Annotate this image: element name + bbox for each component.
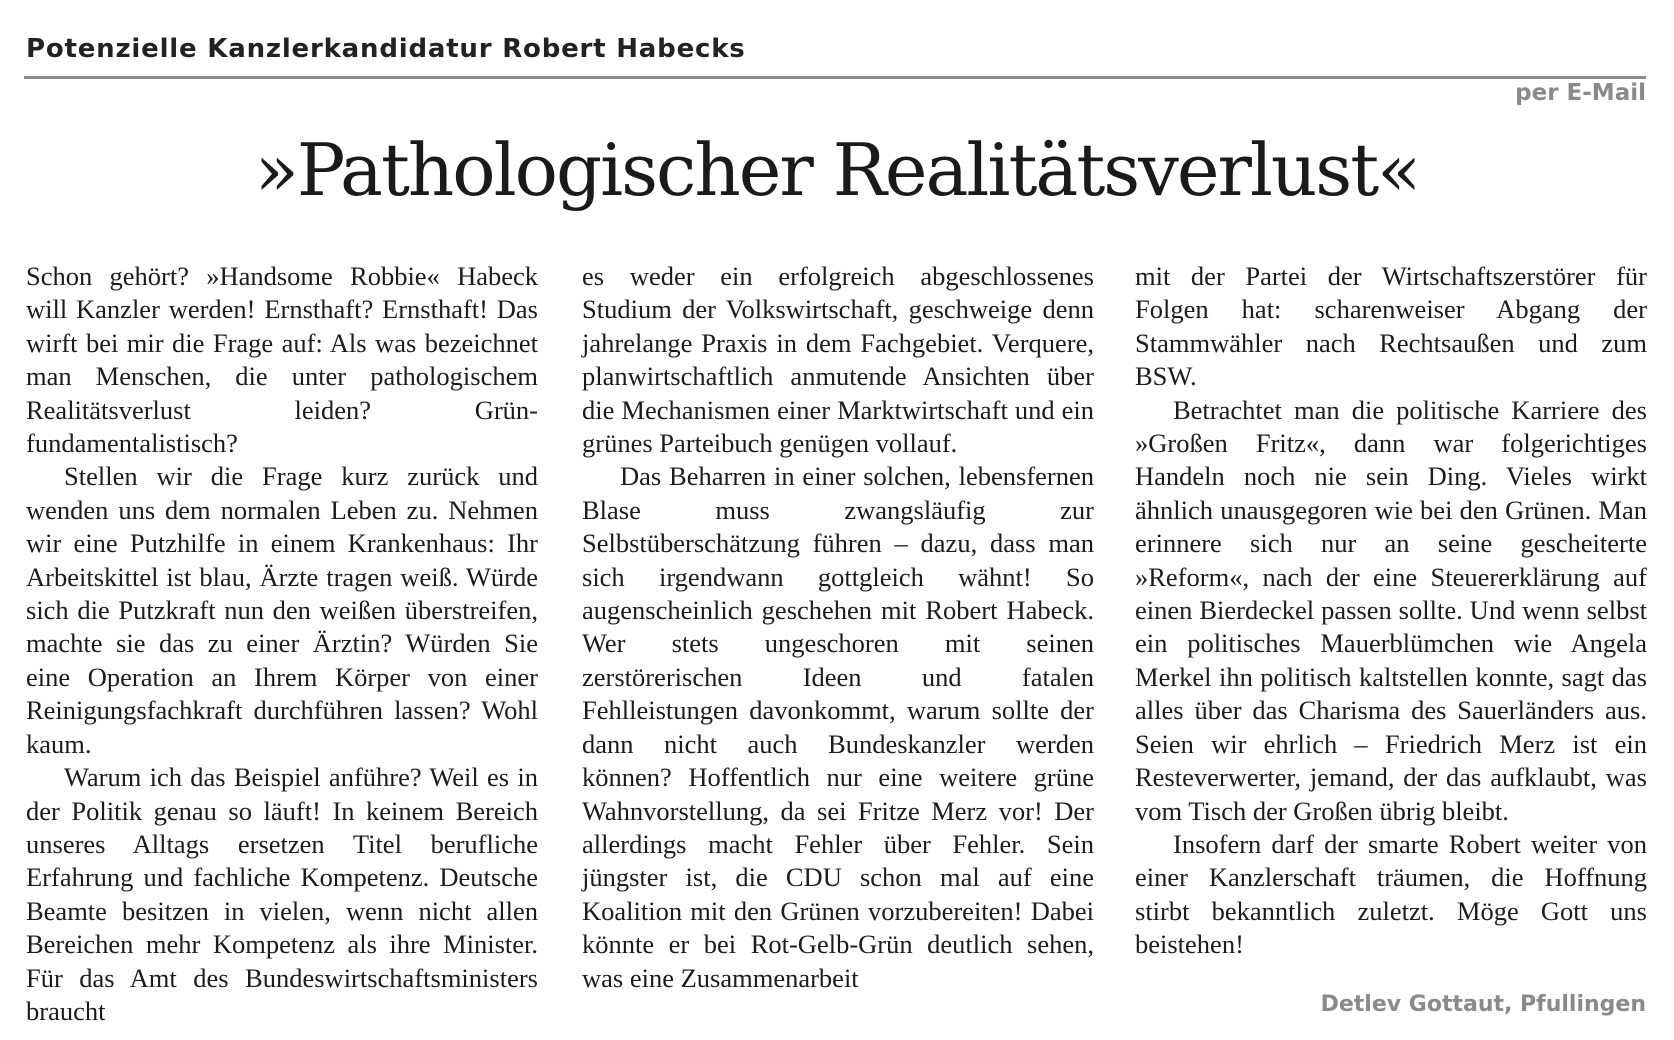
paragraph: Betrachtet man die politische Karriere des »Großen Fritz«, dann war folgerichtiges Handeln noch nie sein Ding. Vieles wirkt ähnlich unausgegoren wie bei den Grünen. Man erinnere sich nur an seine gescheiterte »Reform«, nach der eine Steuererklärung auf einen Bierdeckel passen sollte. Und wenn selbst ein politisches Mauerblümchen wie Angela Merkel ihn politisch kaltstellen konnte, sagt das alles über das Charisma des Sauerländers aus. Seien wir ehrlich – Friedrich Merz ist ein Resteverwerter, jemand, der das aufklaubt, was vom Tisch der Großen übrig bleibt. <box>1135 394 1647 826</box>
paragraph: Warum ich das Beispiel anführe? Weil es in der Politik genau so läuft! In keinem Bereich unseres Alltags ersetzen Titel berufliche Erfahrung und fachliche Kompetenz. Deutsche Beamte besitzen in vielen, wenn nicht allen Bereichen mehr Kompetenz als ihre Minister. Für das Amt des Bundeswirtschaftsministers braucht <box>26 762 538 1026</box>
rubric-rule <box>24 76 1646 79</box>
paragraph: es weder ein erfolgreich abgeschlossenes Studium der Volkswirtschaft, geschweige denn jahrelange Praxis in dem Fachgebiet. Verquere, planwirtschaftlich anmutende Ansichten über die Mechanismen einer Marktwirtschaft und ein grünes Parteibuch genügen vollauf. <box>582 261 1094 459</box>
submission-channel: per E-Mail <box>1515 80 1646 106</box>
text-column-3 <box>1135 260 1647 962</box>
text-column-1 <box>26 260 538 1028</box>
headline: »Pathologischer Realitätsverlust« <box>254 128 1420 212</box>
paragraph: Stellen wir die Frage kurz zurück und wenden uns dem normalen Leben zu. Nehmen wir eine Putzhilfe in einem Krankenhaus: Ihr Arbeitskittel ist blau, Ärzte tragen weiß. Würde sich die Putzkraft nun den weißen überstreifen, machte sie das zu einer Ärztin? Würden Sie eine Operation an Ihrem Körper von einer Reinigungsfachkraft durchführen lassen? Wohl kaum. <box>26 461 538 759</box>
rubric-heading: Potenzielle Kanzlerkandidatur Robert Habecks <box>26 34 746 64</box>
paragraph: mit der Partei der Wirtschaftszerstörer für Folgen hat: scharenweiser Abgang der Stammwähler nach Rechtsaußen und zum BSW. <box>1135 261 1647 392</box>
paragraph: Das Beharren in einer solchen, lebensfernen Blase muss zwangsläufig zur Selbstüberschätzung führen – dazu, dass man sich irgendwann gottgleich wähnt! So augenscheinlich geschehen mit Robert Habeck. Wer stets ungeschoren mit seinen zerstörerischen Ideen und fatalen Fehlleistungen davonkommt, warum sollte der dann nicht auch Bundeskanzler werden können? Hoffentlich nur eine weitere grüne Wahnvorstellung, da sei Fritze Merz vor! Der allerdings macht Fehler über Fehler. Sein jüngster ist, die CDU schon mal auf eine Koalition mit den Grünen vorzubereiten! Dabei könnte er bei Rot-Gelb-Grün deutlich sehen, was eine Zusammenarbeit <box>582 461 1094 993</box>
author-signature: Detlev Gottaut, Pfullingen <box>1320 992 1646 1017</box>
paragraph: Insofern darf der smarte Robert weiter von einer Kanzlerschaft träumen, die Hoffnung stirbt bekanntlich zuletzt. Möge Gott uns beistehen! <box>1135 828 1647 960</box>
text-column-2 <box>582 260 1094 995</box>
paragraph: Schon gehört? »Handsome Robbie« Habeck will Kanzler werden! Ernsthaft? Ernsthaft! Das wirft bei mir die Frage auf: Als was bezeichnet man Menschen, die unter pathologischem Realitätsverlust leiden? Grün-fundamentalistisch? <box>26 261 538 459</box>
